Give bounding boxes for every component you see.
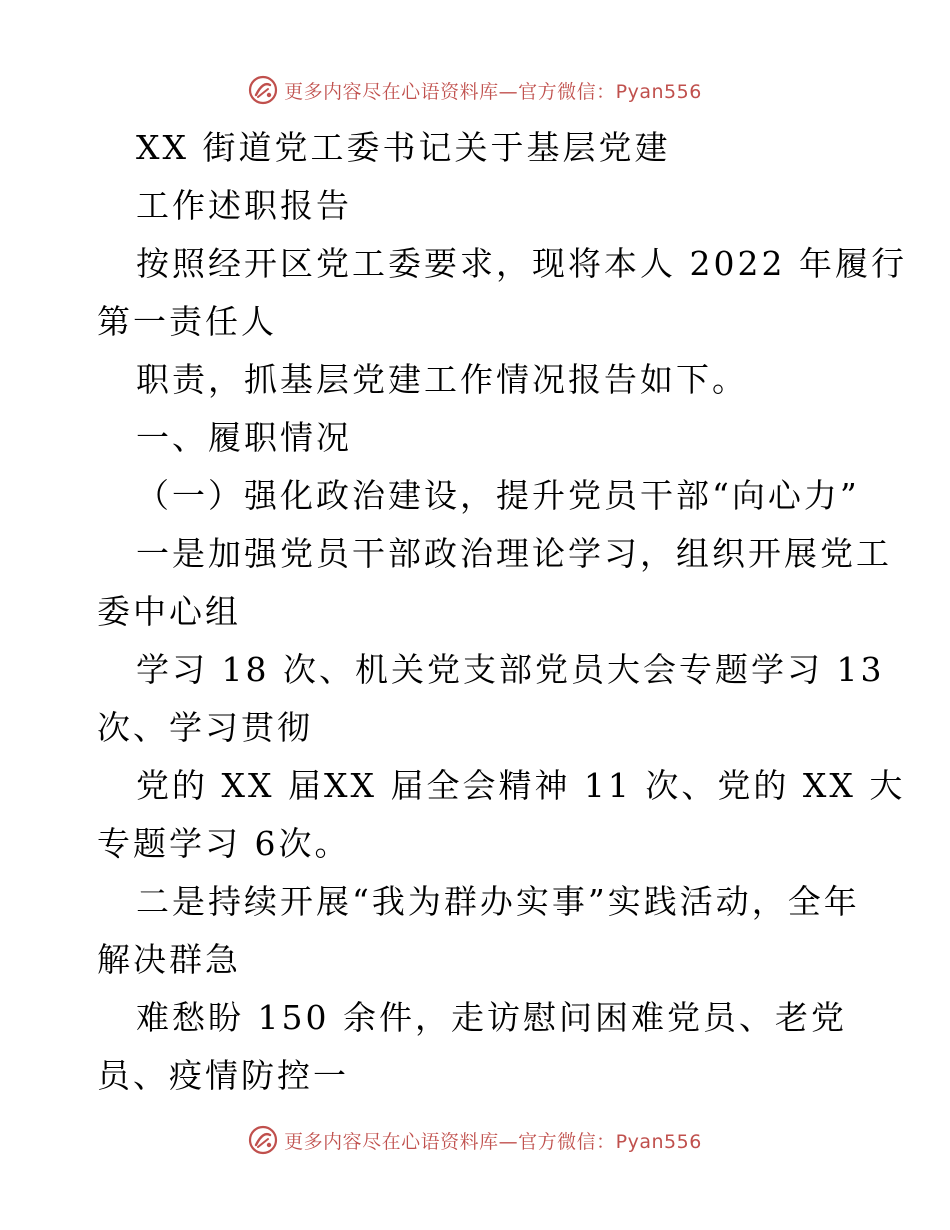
section-heading: 一、履职情况 [136, 418, 352, 457]
watermark-text: 更多内容尽在心语资料库—官方微信：Pyan556 [284, 80, 702, 103]
paragraph-line: 解决群急 [97, 940, 241, 979]
paragraph-line: 难愁盼 150 余件，走访慰问困难党员、老党 [136, 998, 847, 1037]
subsection-heading: （一）强化政治建设，提升党员干部“向心力” [136, 476, 860, 515]
paragraph-line: 委中心组 [97, 592, 241, 631]
paragraph-line: 员、疫情防控一 [97, 1056, 349, 1095]
logo-seal-icon [248, 1125, 278, 1155]
watermark-banner-bottom [0, 1122, 950, 1158]
paragraph-line: 二是持续开展“我为群办实事”实践活动，全年 [136, 882, 860, 921]
paragraph-line: 职责，抓基层党建工作情况报告如下。 [136, 360, 748, 399]
title-line-2: 工作述职报告 [136, 186, 352, 225]
paragraph-line: 按照经开区党工委要求，现将本人 2022 年履行 [136, 244, 907, 283]
paragraph-line: 党的 XX 届XX 届全会精神 11 次、党的 XX 大 [136, 766, 906, 805]
paragraph-line: 第一责任人 [97, 302, 277, 341]
watermark-text: 更多内容尽在心语资料库—官方微信：Pyan556 [284, 1130, 702, 1153]
title-line-1: XX 街道党工委书记关于基层党建 [136, 128, 671, 167]
paragraph-line: 专题学习 6次。 [97, 824, 351, 863]
paragraph-line: 学习 18 次、机关党支部党员大会专题学习 13 [136, 650, 885, 689]
paragraph-line: 一是加强党员干部政治理论学习，组织开展党工 [136, 534, 892, 573]
paragraph-line: 次、学习贯彻 [97, 708, 313, 747]
